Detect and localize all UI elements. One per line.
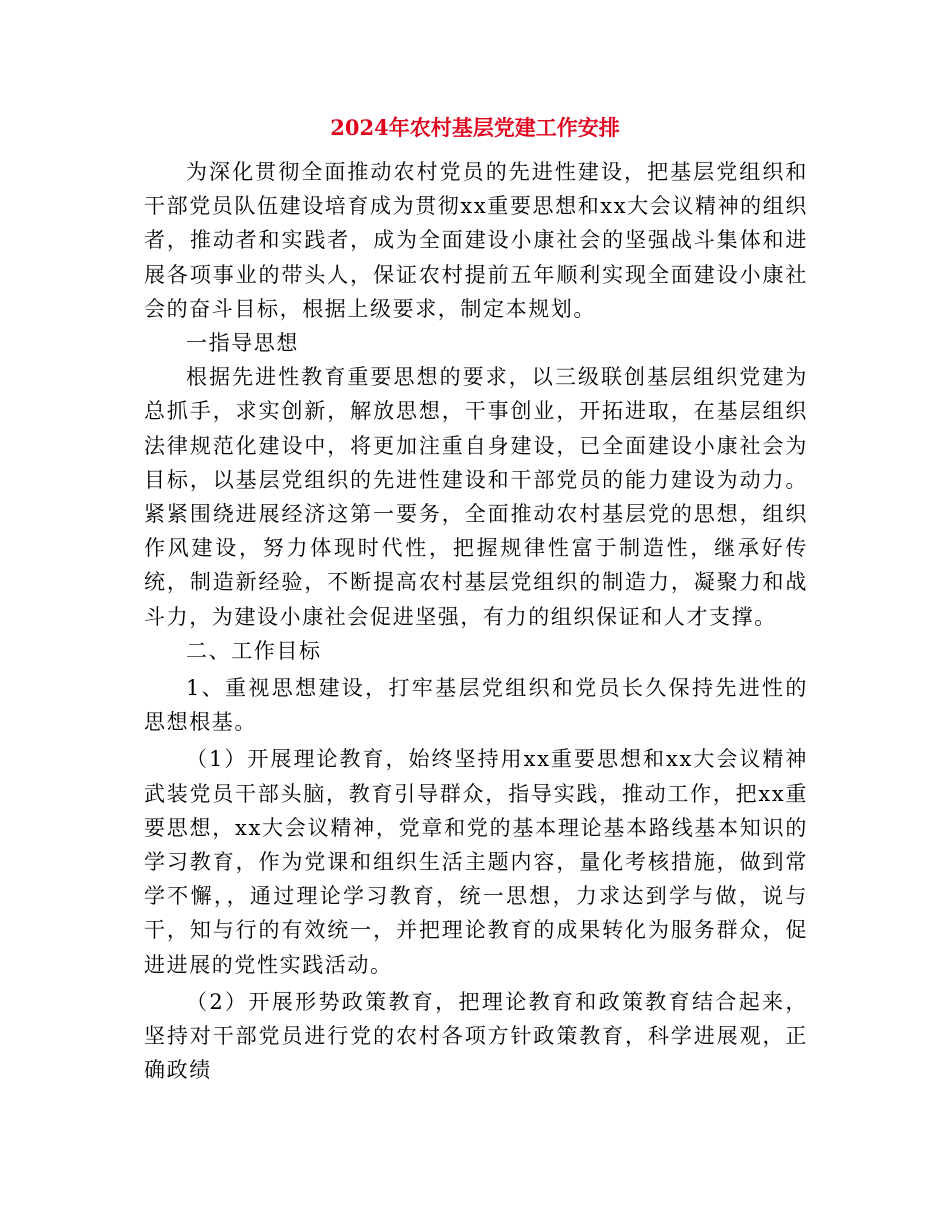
work-goal-item-1-sub-1: （1）开展理论教育，始终坚持用xx重要思想和xx大会议精神武装党员干部头脑，教育引导群众，指导实践，推动工作，把xx重要思想，xx大会议精神，党章和党的基本理论基本路线基本知识的学习教育，作为党课和组织生活主题内容，量化考核措施，做到常学不懈，，通过理论学习教育，统一思想，力求达到学与做，说与干，知与行的有效统一，并把理论教育的成果转化为服务群众，促进进展的党性实践活动。 (144, 747, 808, 977)
document-body (144, 155, 808, 1087)
guiding-ideology-paragraph: 根据先进性教育重要思想的要求，以三级联创基层组织党建为总抓手，求实创新，解放思想，干事创业，开拓进取，在基层组织法律规范化建设中，将更加注重自身建设，已全面建设小康社会为目标，以基层党组织的先进性建设和干部党员的能力建设为动力。紧紧围绕进展经济这第一要务，全面推动农村基层党的思想，组织作风建设，努力体现时代性，把握规律性富于制造性，继承好传统，制造新经验，不断提高农村基层党组织的制造力，凝聚力和战斗力，为建设小康社会促进坚强，有力的组织保证和人才支撑。 (144, 365, 808, 629)
intro-paragraph: 为深化贯彻全面推动农村党员的先进性建设，把基层党组织和干部党员队伍建设培育成为贯彻xx重要思想和xx大会议精神的组织者，推动者和实践者，成为全面建设小康社会的坚强战斗集体和进展各项事业的带头人，保证农村提前五年顺利实现全面建设小康社会的奋斗目标，根据上级要求，制定本规划。 (144, 160, 808, 321)
section-heading-work-goals: 二、工作目标 (186, 638, 322, 663)
section-heading-guiding-ideology: 一指导思想 (186, 331, 299, 356)
document-title: 2024年农村基层党建工作安排 (330, 115, 620, 140)
work-goal-item-1: 1、重视思想建设，打牢基层党组织和党员长久保持先进性的思想根基。 (144, 676, 808, 735)
work-goal-item-1-sub-2: （2）开展形势政策教育，把理论教育和政策教育结合起来，坚持对干部党员进行党的农村各项方针政策教育，科学进展观，正确政绩 (144, 989, 808, 1083)
